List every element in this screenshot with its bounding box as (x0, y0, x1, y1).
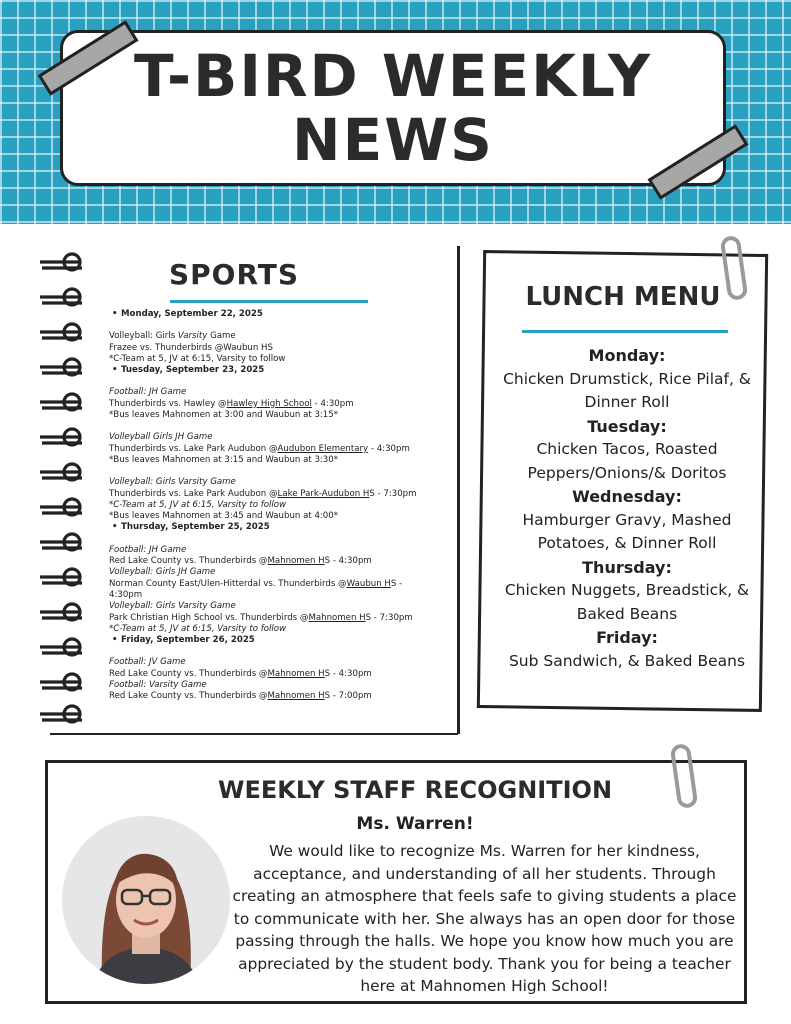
schedule-spacer (109, 466, 449, 477)
schedule-line (109, 691, 449, 702)
lunch-menu-heading: LUNCH MENU (525, 282, 721, 312)
schedule-line: 4:30pm (109, 589, 143, 600)
schedule-text: - 4:30pm (368, 443, 410, 454)
schedule-line (109, 444, 449, 455)
schedule-line (109, 331, 449, 342)
schedule-event-type: Volleyball: Girls Varsity Game (109, 601, 236, 612)
newsletter-title-line-1: T-BIRD WEEKLY (134, 42, 652, 110)
schedule-event-type: Football: JH Game (109, 387, 187, 398)
lunch-day-menu: Chicken Nuggets, Breadstick, & Baked Beans (504, 581, 750, 623)
sports-schedule (109, 309, 449, 703)
schedule-event-type: Volleyball: Girls JH Game (109, 567, 216, 578)
notebook-spiral-icon (38, 250, 86, 730)
lunch-day-label: Monday: (588, 346, 666, 365)
schedule-spacer (109, 376, 449, 387)
schedule-event-type: Volleyball: Girls Varsity Game (109, 477, 236, 488)
schedule-text: Thunderbirds vs. Hawley @ (109, 398, 227, 409)
venue-text: Waubun H (346, 578, 391, 589)
lunch-day-menu: Hamburger Gravy, Mashed Potatoes, & Dinner Roll (522, 510, 732, 552)
venue-text: Mahnomen H (267, 668, 325, 679)
sports-panel-border-bottom (50, 733, 458, 735)
venue-text: Lake Park-Audubon H (277, 488, 370, 499)
schedule-line (109, 669, 449, 680)
schedule-text: Volleyball: Girls (109, 331, 178, 342)
schedule-spacer (109, 421, 449, 432)
lunch-day-menu: Chicken Tacos, Roasted Peppers/Onions/& Doritos (527, 440, 727, 482)
schedule-day-heading: • Thursday, September 25, 2025 (109, 522, 449, 533)
schedule-day-heading: • Friday, September 26, 2025 (109, 635, 449, 646)
schedule-line: *Bus leaves Mahnomen at 3:45 and Waubun at 4:00* (109, 511, 339, 522)
schedule-spacer (109, 534, 449, 545)
sports-heading-underline (170, 300, 368, 303)
lunch-day-label: Wednesday: (572, 487, 682, 506)
staff-photo-avatar (62, 816, 230, 984)
schedule-line: *C-Team at 5, JV at 6:15, Varsity to follow (109, 353, 286, 364)
schedule-text: S - 7:30pm (369, 488, 417, 499)
staff-recognition-text: We would like to recognize Ms. Warren for her kindness, acceptance, and understanding of all her students. Through creating an atmosphere that feels safe to giving students a place to communicate with her. She always has an open door for those passing through the halls. We hope you know how much you are appreciated by the student body. Thank you for being a teacher here at Mahnomen High School! (232, 842, 737, 995)
schedule-line (109, 579, 449, 590)
schedule-text: Varsity (177, 331, 208, 342)
sports-heading: SPORTS (168, 258, 300, 291)
schedule-event-type: *C-Team at 5, JV at 6:15, Varsity to follow (109, 499, 287, 510)
schedule-text: Norman County East/Ulen-Hitterdal vs. Thunderbirds @ (109, 578, 347, 589)
lunch-day-wednesday (498, 485, 756, 556)
schedule-event-type: Football: JH Game (109, 544, 187, 555)
schedule-spacer (109, 320, 449, 331)
newsletter-title-line-2: NEWS (292, 106, 494, 174)
lunch-day-label: Tuesday: (587, 416, 667, 436)
schedule-spacer (109, 646, 449, 657)
schedule-event-type: Football: JV Game (109, 657, 186, 668)
staff-name: Ms. Warren! (356, 814, 474, 834)
lunch-day-label: Friday: (596, 628, 658, 647)
venue-text: Mahnomen H (267, 556, 325, 567)
newsletter-title-box (60, 30, 726, 186)
venue-text: Mahnomen H (308, 612, 366, 623)
lunch-day-label: Thursday: (582, 557, 672, 577)
lunch-menu-list (498, 344, 756, 673)
schedule-text: S - 7:00pm (324, 691, 372, 702)
lunch-day-menu: Chicken Drumstick, Rice Pilaf, & Dinner Roll (503, 369, 751, 411)
schedule-line: Frazee vs. Thunderbirds @Waubun HS (109, 342, 273, 353)
venue-text: Mahnomen H (267, 691, 325, 702)
schedule-text: Park Christian High School vs. Thunderbirds @ (109, 612, 309, 623)
schedule-text: Thunderbirds vs. Lake Park Audubon @ (109, 443, 278, 454)
schedule-line: *Bus leaves Mahnomen at 3:15 and Waubun at 3:30* (109, 454, 339, 465)
venue-text: Audubon Elementary (277, 443, 369, 454)
schedule-text: S - 4:30pm (324, 556, 372, 567)
lunch-day-menu: Sub Sandwich, & Baked Beans (508, 651, 746, 670)
schedule-text: Red Lake County vs. Thunderbirds @ (109, 668, 268, 679)
schedule-text: S - 7:30pm (365, 612, 413, 623)
schedule-text: Thunderbirds vs. Lake Park Audubon @ (109, 488, 278, 499)
schedule-event-type: Volleyball Girls JH Game (109, 432, 213, 443)
venue-text: Hawley High School (226, 398, 312, 409)
lunch-day-tuesday (498, 415, 756, 486)
schedule-day-heading: • Monday, September 22, 2025 (109, 309, 449, 320)
schedule-line (109, 399, 449, 410)
schedule-text: Game (207, 331, 236, 342)
schedule-event-type: *C-Team at 5, JV at 6:15, Varsity to follow (109, 623, 287, 634)
person-portrait-icon (62, 816, 230, 984)
lunch-day-monday (498, 344, 756, 415)
lunch-heading-underline (522, 330, 728, 333)
schedule-line (109, 613, 449, 624)
schedule-day-heading: • Tuesday, September 23, 2025 (109, 365, 449, 376)
schedule-event-type: Football: Varsity Game (109, 680, 207, 691)
schedule-text: - 4:30pm (311, 398, 354, 409)
schedule-line (109, 489, 449, 500)
schedule-text: Red Lake County vs. Thunderbirds @ (109, 556, 268, 567)
sports-panel-border-right (457, 246, 460, 734)
schedule-text: S - (390, 578, 403, 589)
lunch-day-friday (498, 626, 756, 673)
schedule-line (109, 556, 449, 567)
staff-recognition-heading: WEEKLY STAFF RECOGNITION (217, 776, 613, 804)
lunch-day-thursday (498, 556, 756, 627)
schedule-line: *Bus leaves Mahnomen at 3:00 and Waubun at 3:15* (109, 410, 339, 421)
schedule-text: Red Lake County vs. Thunderbirds @ (109, 691, 268, 702)
schedule-text: S - 4:30pm (324, 668, 372, 679)
